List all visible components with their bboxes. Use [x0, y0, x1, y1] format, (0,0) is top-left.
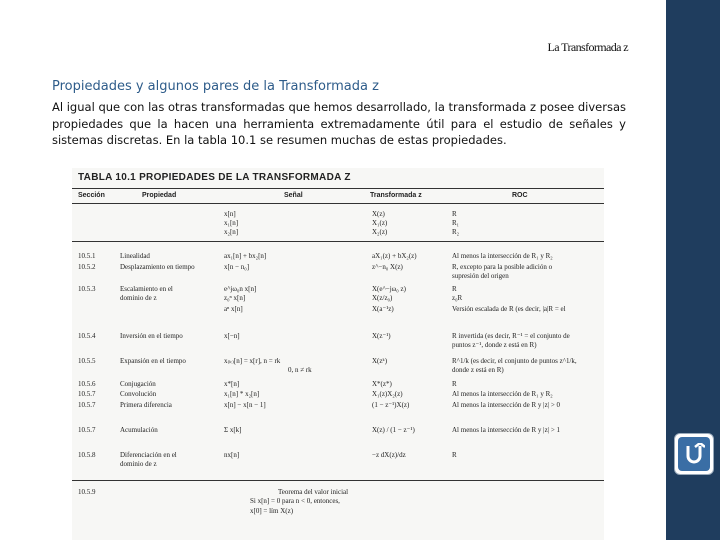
table-cell: aX₁(z) + bX₂(z)	[372, 252, 417, 260]
table-cell: Al menos la intersección de R₁ y R₂	[452, 252, 553, 260]
table-cell: 10.5.6	[78, 380, 96, 388]
table-cell: Linealidad	[120, 252, 150, 260]
table-cell: R	[452, 285, 457, 293]
return-button[interactable]	[674, 433, 714, 475]
table-cell: 10.5.5	[78, 357, 96, 365]
table-cell: x[−n]	[224, 332, 240, 340]
table-cell: Acumulación	[120, 426, 158, 434]
table-cell: 10.5.7	[78, 390, 96, 398]
table-cell: x[n]	[224, 210, 236, 218]
table-cell: Primera diferencia	[120, 401, 172, 409]
table-cell: X₁(z)	[372, 219, 388, 227]
table-cell: Escalamiento en el	[120, 285, 173, 293]
table-cell: aⁿ x[n]	[224, 305, 243, 313]
table-cell: Expansión en el tiempo	[120, 357, 186, 365]
table-cell: R₂	[452, 228, 460, 236]
table-cell: Desplazamiento en tiempo	[120, 263, 195, 271]
table-cell: R invertida (es decir, R⁻¹ = el conjunto de	[452, 332, 570, 340]
table-cell: donde z está en R)	[452, 366, 504, 374]
page-header-title: La Transformada z	[547, 40, 628, 54]
table-cell: x*[n]	[224, 380, 240, 388]
table-cell: z^−n₀ X(z)	[372, 263, 403, 271]
table-cell: X(zᵏ)	[372, 357, 388, 365]
table-cell: 10.5.9	[78, 488, 96, 496]
table-cell: nx[n]	[224, 451, 240, 459]
table-cell: 10.5.7	[78, 426, 96, 434]
table-top-rule	[72, 188, 604, 189]
table-cell: 10.5.8	[78, 451, 96, 459]
table-cell: Conjugación	[120, 380, 156, 388]
table-cell: x₂[n]	[224, 228, 239, 236]
table-cell: 10.5.2	[78, 263, 96, 271]
table-cell: dominio de z	[120, 460, 157, 468]
table-cell: X(a⁻¹z)	[372, 305, 394, 313]
table-cell: Convolución	[120, 390, 157, 398]
table-cell: X(z) / (1 − z⁻¹)	[372, 426, 415, 434]
header-transformada: Transformada z	[370, 192, 422, 199]
theorem-line1: Si x[n] = 0 para n < 0, entonces,	[250, 497, 340, 505]
table-cell: puntos z⁻¹, donde z está en R)	[452, 341, 537, 349]
table-cell: X(z⁻¹)	[372, 332, 391, 340]
row-divider	[72, 241, 604, 242]
table-cell: z₀R	[452, 294, 463, 302]
table-cell: Al menos la intersección de R₁ y R₂	[452, 390, 553, 398]
return-arrow-icon	[683, 443, 705, 465]
table-cell: x₁[n]	[224, 219, 239, 227]
table-cell: X(e^−jω₀ z)	[372, 285, 406, 293]
header-senal: Señal	[284, 192, 303, 199]
section-title: Propiedades y algunos pares de la Transformada z	[52, 79, 379, 94]
table-cell: R	[452, 380, 457, 388]
table-cell: x[n − n₀]	[224, 263, 250, 271]
table-cell: ax₁[n] + bx₂[n]	[224, 252, 267, 260]
table-title: TABLA 10.1 PROPIEDADES DE LA TRANSFORMADA Z	[78, 172, 351, 183]
return-button-face	[678, 437, 710, 471]
table-cell: R₁	[452, 219, 460, 227]
properties-table	[72, 168, 604, 540]
table-cell: 10.5.4	[78, 332, 96, 340]
table-cell: X₁(z)X₂(z)	[372, 390, 403, 398]
table-cell: Diferenciación en el	[120, 451, 177, 459]
table-cell: R	[452, 451, 457, 459]
row-divider	[72, 480, 604, 481]
table-cell: X(z)	[372, 210, 385, 218]
table-cell: Inversión en el tiempo	[120, 332, 183, 340]
table-cell: x[n] − x[n − 1]	[224, 401, 266, 409]
table-cell: 0, n ≠ rk	[288, 366, 312, 374]
table-cell: R^1/k (es decir, el conjunto de puntos z^1/k,	[452, 357, 577, 365]
table-cell: X(z/z₀)	[372, 294, 393, 302]
table-cell: R	[452, 210, 457, 218]
intro-paragraph: Al igual que con las otras transformadas que hemos desarrollado, la transformada z posee diversas propiedades que la hacen una herramienta extremadamente útil para el estudio de señales y sistemas discretas. En la tabla 10.1 se resumen muchas de estas propiedades.	[52, 100, 626, 147]
table-cell: (1 − z⁻¹)X(z)	[372, 401, 410, 409]
table-cell: Al menos la intersección de R y |z| > 0	[452, 401, 561, 409]
table-cell: 10.5.1	[78, 252, 96, 260]
table-cell: dominio de z	[120, 294, 157, 302]
theorem-line2: x[0] = lím X(z)	[250, 507, 294, 515]
table-cell: 10.5.3	[78, 285, 96, 293]
table-cell: X₂(z)	[372, 228, 388, 236]
table-cell: e^jω₀n x[n]	[224, 285, 257, 293]
table-cell: supresión del origen	[452, 272, 509, 280]
theorem-title: Teorema del valor inicial	[278, 488, 349, 496]
table-cell: z₀ⁿ x[n]	[224, 294, 246, 302]
header-seccion: Sección	[78, 192, 105, 199]
table-cell: X*(z*)	[372, 380, 392, 388]
table-cell: 10.5.7	[78, 401, 96, 409]
header-propiedad: Propiedad	[142, 192, 177, 199]
table-cell: Σ x[k]	[224, 426, 242, 434]
table-cell: x₍ₖ₎[n] = x[r], n = rk	[224, 357, 281, 365]
header-rule	[72, 203, 604, 204]
table-cell: R, excepto para la posible adición o	[452, 263, 553, 271]
table-cell: −z dX(z)/dz	[372, 451, 406, 459]
table-cell: Al menos la intersección de R y |z| > 1	[452, 426, 561, 434]
table-cell: Versión escalada de R (es decir, |a|R = el	[452, 305, 566, 313]
table-cell: x₁[n] * x₂[n]	[224, 390, 260, 398]
header-roc: ROC	[512, 192, 528, 199]
